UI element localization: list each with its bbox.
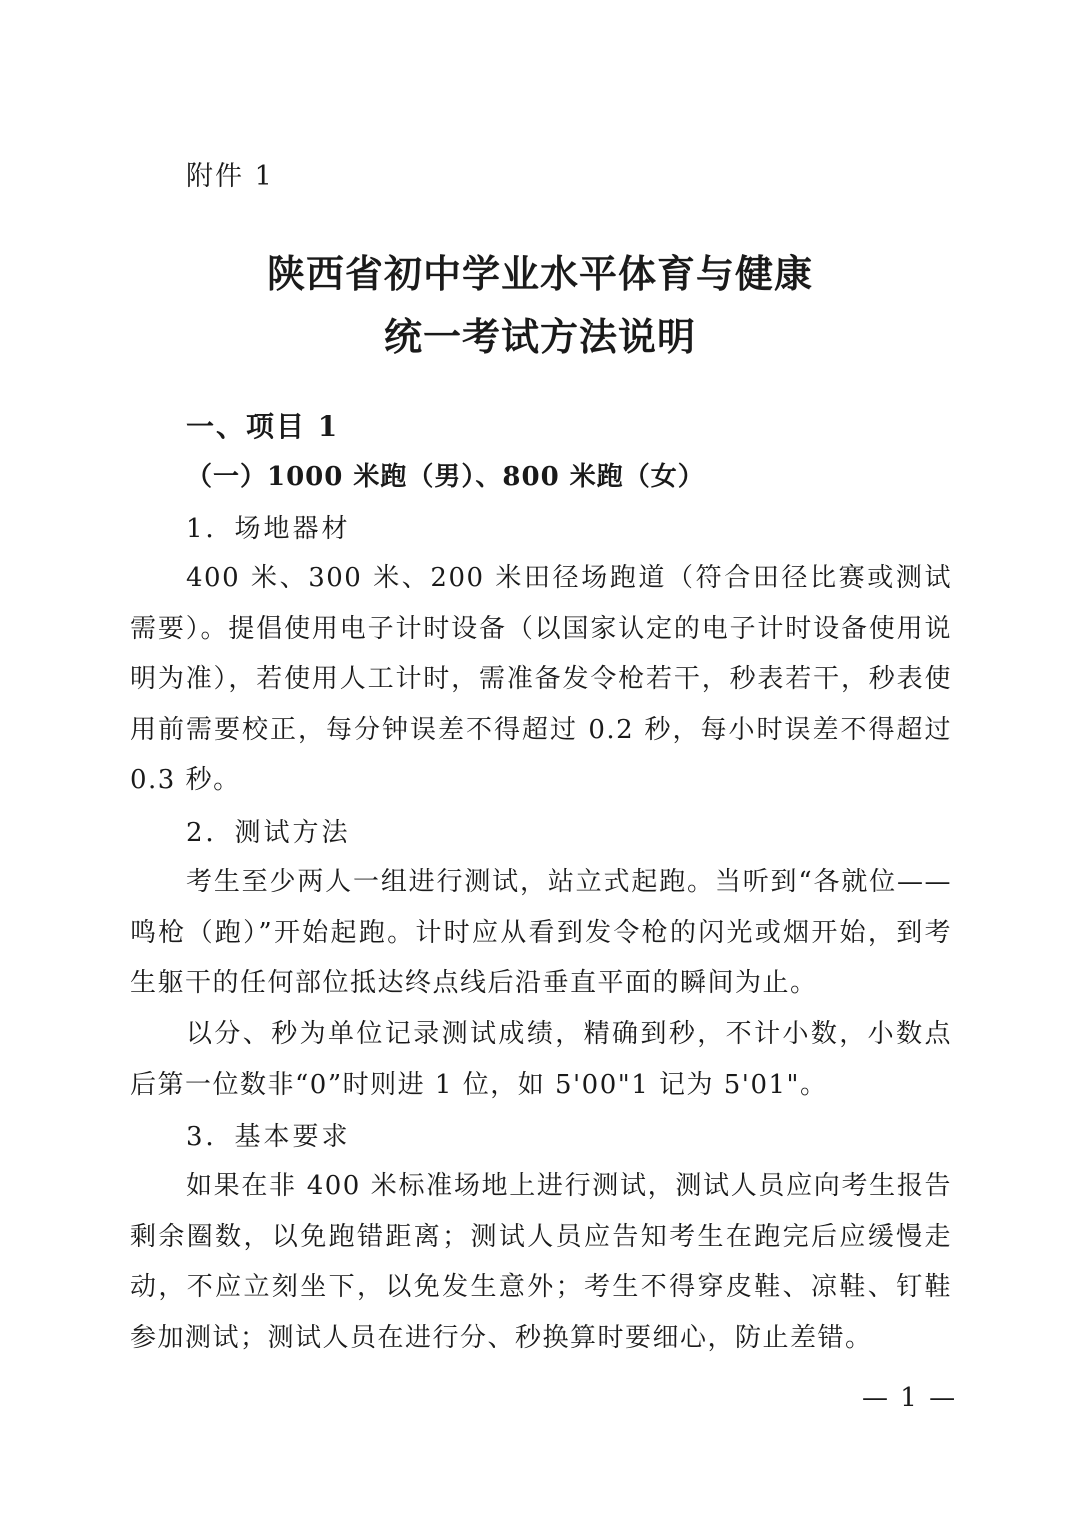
paragraph-equipment: 400 米、300 米、200 米田径场跑道（符合田径比赛或测试需要）。提倡使用电子计时设备（以国家认定的电子计时设备使用说明为准），若使用人工计时，需准备发令枪若干，秒表若干，秒表使用前需要校正，每分钟误差不得超过 0.2 秒，每小时误差不得超过 0.3 秒。 xyxy=(130,563,952,795)
document-title-line2: 统一考试方法说明 xyxy=(383,314,696,359)
paragraph-requirements: 如果在非 400 米标准场地上进行测试，测试人员应向考生报告剩余圈数，以免跑错距离；测试人员应告知考生在跑完后应缓慢走动，不应立刻坐下，以免发生意外；考生不得穿皮鞋、凉鞋、钉鞋参加测试；测试人员在进行分、秒换算时要细心，防止差错。 xyxy=(130,1171,952,1353)
document-title-line1: 陕西省初中学业水平体育与健康 xyxy=(266,251,813,296)
section-heading: 一、项目 1 xyxy=(186,410,340,443)
subsection-heading: （一）1000 米跑（男）、800 米跑（女） xyxy=(186,462,705,492)
paragraph-scoring: 以分、秒为单位记录测试成绩，精确到秒，不计小数，小数点后第一位数非“0”时则进 1 位，如 5'00"1 记为 5'01"。 xyxy=(130,1019,952,1100)
item-heading-requirements: 3．基本要求 xyxy=(186,1122,351,1152)
attachment-label: 附件 1 xyxy=(186,161,274,192)
item-heading-method: 2．测试方法 xyxy=(186,818,351,848)
page-number: — 1 — xyxy=(862,1383,958,1413)
item-heading-equipment: 1．场地器材 xyxy=(186,514,351,544)
paragraph-method: 考生至少两人一组进行测试，站立式起跑。当听到“各就位——鸣枪（跑）”开始起跑。计时应从看到发令枪的闪光或烟开始，到考生躯干的任何部位抵达终点线后沿垂直平面的瞬间为止。 xyxy=(130,867,952,998)
